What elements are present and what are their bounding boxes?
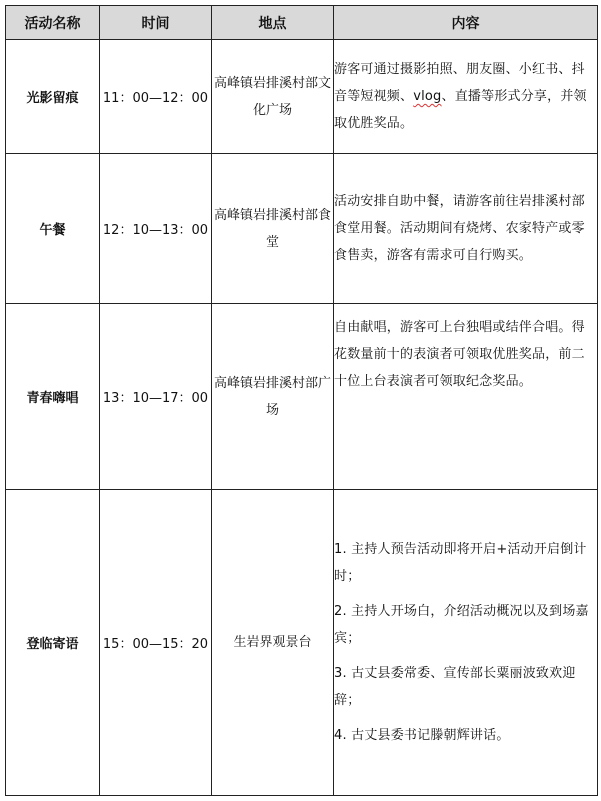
content-list-item: 3. 古丈县委常委、宣传部长粟丽波致欢迎辞；: [334, 666, 576, 708]
table-row: [6, 490, 598, 796]
activity-name: 午餐: [6, 154, 100, 304]
content-list-item: 4. 古丈县委书记滕朝辉讲话。: [334, 728, 510, 743]
header-place: 地点: [212, 6, 334, 40]
activity-content: 自由献唱，游客可上台独唱或结伴合唱。得花数量前十的表演者可领取优胜奖品，前二十位上台表演者可领取纪念奖品。: [334, 304, 598, 490]
table-row: [6, 304, 598, 490]
content-text-before: 游客可通过摄影拍照、朋友圈、小红书、抖音等短视频、: [334, 62, 585, 104]
spellcheck-marked-word: vlog: [413, 89, 442, 104]
table-header-row: [6, 6, 598, 40]
activity-name: 登临寄语: [6, 490, 100, 796]
activity-content: [334, 490, 598, 796]
content-list-item: 1. 主持人预告活动即将开启+活动开启倒计时；: [334, 542, 587, 584]
activity-place: 高峰镇岩排溪村部文化广场: [212, 40, 334, 154]
activity-content: [334, 40, 598, 154]
activity-time: 11：00—12：00: [100, 40, 212, 154]
activity-schedule-table: [5, 5, 598, 796]
activity-place: 高峰镇岩排溪村部广场: [212, 304, 334, 490]
activity-time: 15：00—15：20: [100, 490, 212, 796]
activity-time: 12：10—13：00: [100, 154, 212, 304]
content-list-item: 2. 主持人开场白，介绍活动概况以及到场嘉宾；: [334, 604, 589, 646]
activity-content: 活动安排自助中餐，请游客前往岩排溪村部食堂用餐。活动期间有烧烤、农家特产或零食售卖，游客有需求可自行购买。: [334, 154, 598, 304]
table-row: [6, 154, 598, 304]
content-text-after: 、直播等形式分享，并领取优胜奖品。: [334, 89, 587, 131]
activity-name: 光影留痕: [6, 40, 100, 154]
header-time: 时间: [100, 6, 212, 40]
table-row: [6, 40, 598, 154]
activity-place: 高峰镇岩排溪村部食堂: [212, 154, 334, 304]
header-content: 内容: [334, 6, 598, 40]
activity-name: 青春嗨唱: [6, 304, 100, 490]
activity-place: 生岩界观景台: [212, 490, 334, 796]
header-activity-name: 活动名称: [6, 6, 100, 40]
activity-time: 13：10—17：00: [100, 304, 212, 490]
